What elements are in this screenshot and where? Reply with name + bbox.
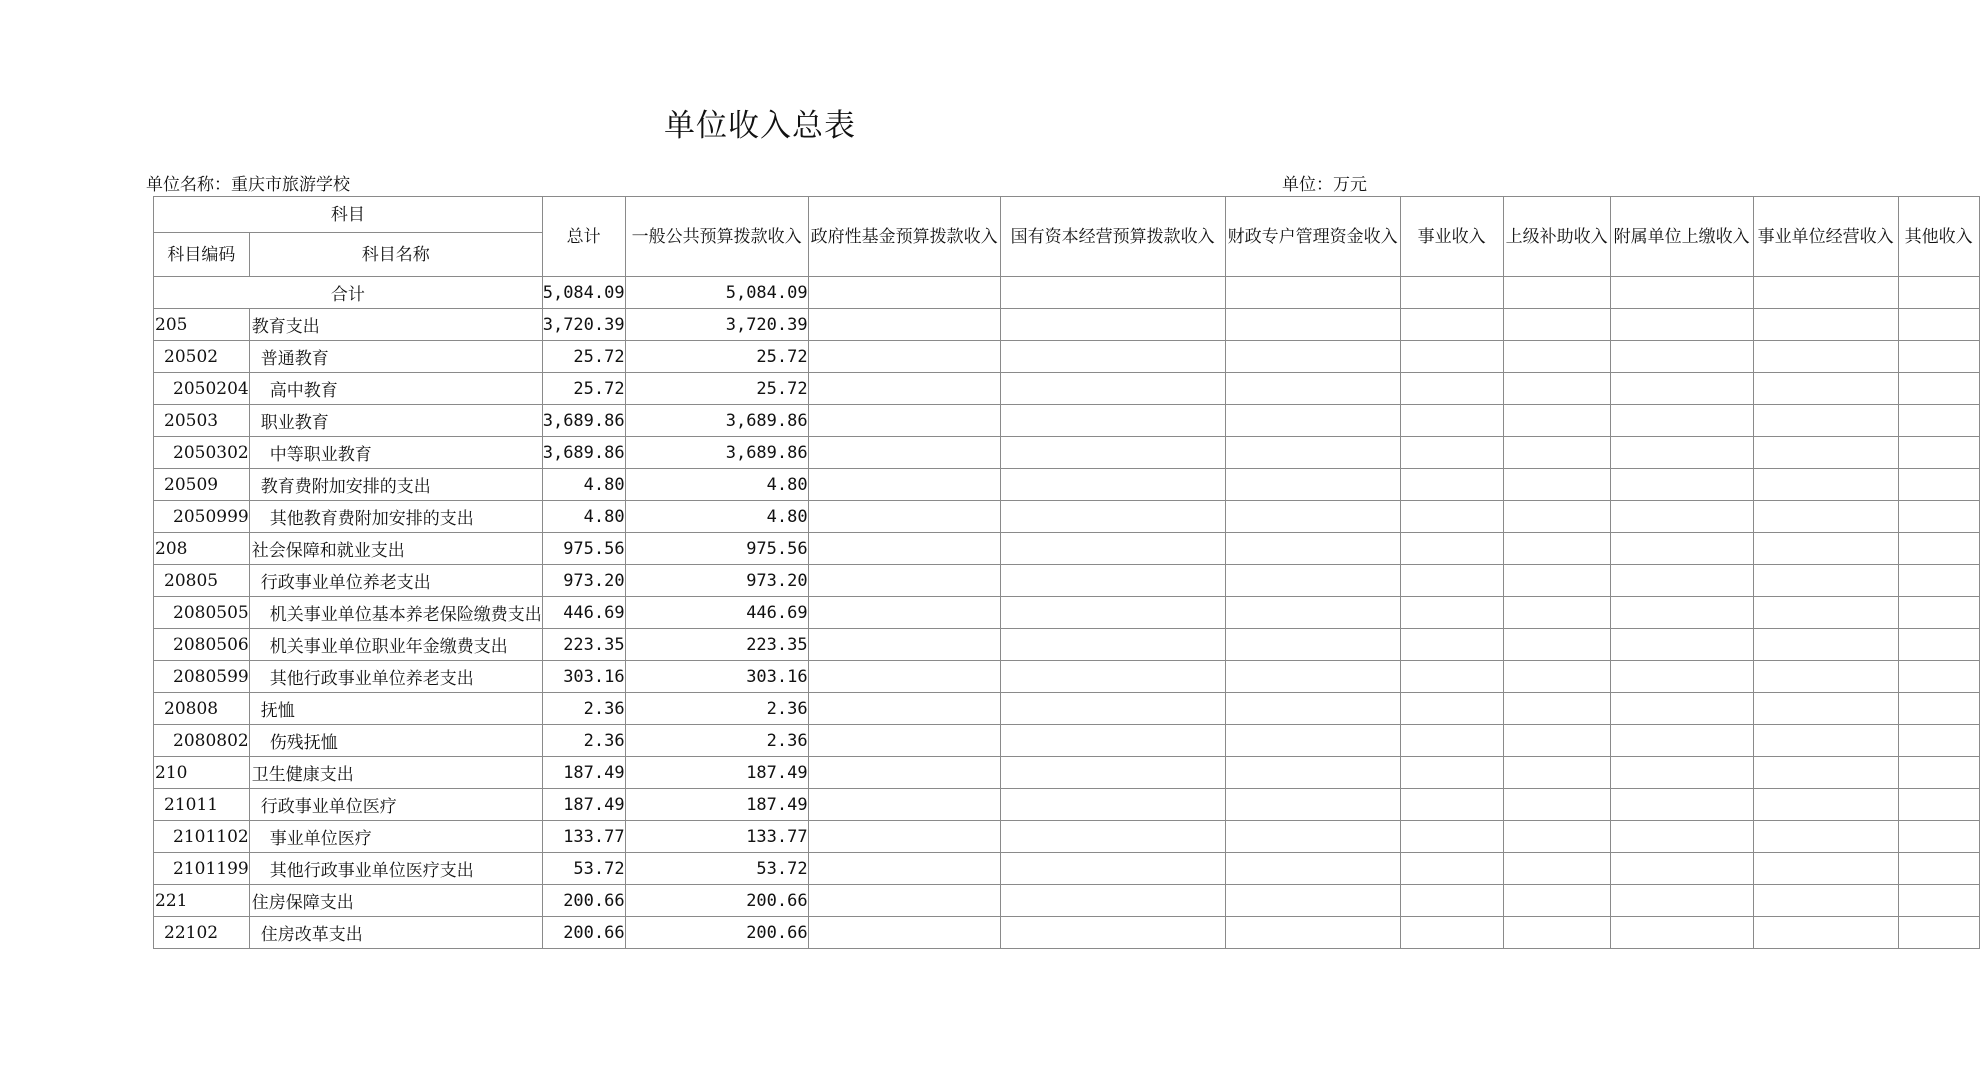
empty-cell [1400, 597, 1503, 629]
total-cell: 133.77 [542, 821, 625, 853]
empty-cell [1610, 757, 1753, 789]
empty-cell [1898, 789, 1979, 821]
empty-cell [1610, 373, 1753, 405]
total-general: 5,084.09 [625, 277, 808, 309]
empty-cell [1503, 917, 1610, 949]
empty-cell [1225, 405, 1400, 437]
subject-code-cell: 20808 [154, 693, 250, 725]
empty-cell [1610, 629, 1753, 661]
header-code: 科目编码 [154, 233, 250, 277]
total-cell: 3,720.39 [542, 309, 625, 341]
table-row [154, 757, 1980, 789]
total-cell: 4.80 [542, 469, 625, 501]
empty-cell [1400, 789, 1503, 821]
empty-cell [1000, 437, 1225, 469]
empty-cell [808, 533, 1000, 565]
subject-name-cell: 普通教育 [249, 341, 542, 373]
empty-cell [1000, 693, 1225, 725]
empty-cell [1753, 917, 1898, 949]
general-budget-cell: 223.35 [625, 629, 808, 661]
empty-cell [1753, 341, 1898, 373]
total-cell: 2.36 [542, 693, 625, 725]
empty-cell [1225, 629, 1400, 661]
empty-cell [1225, 885, 1400, 917]
empty-cell [808, 821, 1000, 853]
empty-cell [1503, 725, 1610, 757]
table-row [154, 629, 1980, 661]
general-budget-cell: 200.66 [625, 917, 808, 949]
header-business-income: 事业收入 [1400, 197, 1503, 277]
subject-code-cell: 22102 [154, 917, 250, 949]
empty-cell [1753, 309, 1898, 341]
empty-cell [1610, 725, 1753, 757]
empty-cell [1503, 853, 1610, 885]
subject-name-cell: 行政事业单位医疗 [249, 789, 542, 821]
empty-cell [1753, 501, 1898, 533]
total-cell: 4.80 [542, 501, 625, 533]
empty-cell [808, 309, 1000, 341]
empty-cell [1503, 469, 1610, 501]
empty-cell [1898, 885, 1979, 917]
empty-cell [1503, 789, 1610, 821]
empty-cell [1898, 917, 1979, 949]
subject-code-cell: 2080506 [154, 629, 250, 661]
table-row [154, 437, 1980, 469]
header-other-income: 其他收入 [1898, 197, 1979, 277]
table-row [154, 725, 1980, 757]
empty-cell [1610, 469, 1753, 501]
header-state-capital: 国有资本经营预算拨款收入 [1000, 197, 1225, 277]
general-budget-cell: 25.72 [625, 341, 808, 373]
empty-cell [808, 565, 1000, 597]
subject-code-cell: 221 [154, 885, 250, 917]
empty-cell [1503, 565, 1610, 597]
subject-name-cell: 其他教育费附加安排的支出 [249, 501, 542, 533]
empty-cell [1898, 469, 1979, 501]
empty-cell [1610, 661, 1753, 693]
table-row [154, 597, 1980, 629]
empty-cell [1225, 597, 1400, 629]
subject-name-cell: 住房保障支出 [249, 885, 542, 917]
empty-cell [808, 661, 1000, 693]
empty-cell [1753, 405, 1898, 437]
general-budget-cell: 3,689.86 [625, 437, 808, 469]
general-budget-cell: 4.80 [625, 469, 808, 501]
table-row [154, 693, 1980, 725]
empty-cell [1225, 757, 1400, 789]
empty-cell [1503, 821, 1610, 853]
subject-code-cell: 2050302 [154, 437, 250, 469]
empty-cell [1610, 917, 1753, 949]
empty-cell [1898, 565, 1979, 597]
empty-cell [1225, 341, 1400, 373]
empty-cell [1000, 309, 1225, 341]
empty-cell [1610, 693, 1753, 725]
subject-name-cell: 事业单位医疗 [249, 821, 542, 853]
subject-name-cell: 住房改革支出 [249, 917, 542, 949]
empty-cell [1400, 725, 1503, 757]
empty-cell [1000, 597, 1225, 629]
empty-cell [1898, 373, 1979, 405]
empty-cell [1610, 405, 1753, 437]
table-row [154, 789, 1980, 821]
table-row [154, 821, 1980, 853]
empty-cell [1225, 373, 1400, 405]
empty-cell [1898, 501, 1979, 533]
total-cell: 25.72 [542, 373, 625, 405]
empty-cell [1400, 405, 1503, 437]
empty-cell [1753, 373, 1898, 405]
empty-cell [1753, 469, 1898, 501]
empty-cell [1898, 597, 1979, 629]
empty-cell [1000, 469, 1225, 501]
empty-cell [1610, 565, 1753, 597]
subject-name-cell: 教育支出 [249, 309, 542, 341]
general-budget-cell: 2.36 [625, 693, 808, 725]
table-row [154, 533, 1980, 565]
empty-cell [808, 597, 1000, 629]
empty-cell [1400, 757, 1503, 789]
empty-cell [1000, 885, 1225, 917]
table-row [154, 469, 1980, 501]
empty-cell [1225, 437, 1400, 469]
total-cell: 3,689.86 [542, 437, 625, 469]
empty-cell [1000, 821, 1225, 853]
general-budget-cell: 4.80 [625, 501, 808, 533]
empty-cell [1225, 853, 1400, 885]
empty-cell [1753, 437, 1898, 469]
subject-code-cell: 20503 [154, 405, 250, 437]
empty-cell [1400, 501, 1503, 533]
empty-cell [1400, 853, 1503, 885]
empty-cell [1753, 789, 1898, 821]
total-cell: 187.49 [542, 789, 625, 821]
empty-cell [1400, 821, 1503, 853]
empty-cell [1610, 533, 1753, 565]
header-general-budget: 一般公共预算拨款收入 [625, 197, 808, 277]
empty-cell [1898, 629, 1979, 661]
subject-name-cell: 抚恤 [249, 693, 542, 725]
subject-name-cell: 教育费附加安排的支出 [249, 469, 542, 501]
subject-code-cell: 2080599 [154, 661, 250, 693]
subject-name-cell: 伤残抚恤 [249, 725, 542, 757]
table-row [154, 309, 1980, 341]
empty-cell [1610, 501, 1753, 533]
general-budget-cell: 200.66 [625, 885, 808, 917]
subject-name-cell: 高中教育 [249, 373, 542, 405]
empty-cell [1753, 821, 1898, 853]
empty-cell [1503, 533, 1610, 565]
subject-name-cell: 卫生健康支出 [249, 757, 542, 789]
empty-cell [1225, 789, 1400, 821]
total-total: 5,084.09 [542, 277, 625, 309]
unit-name-label: 单位名称：重庆市旅游学校 [146, 175, 350, 195]
total-cell: 200.66 [542, 917, 625, 949]
empty-cell [1225, 693, 1400, 725]
empty-cell [1400, 437, 1503, 469]
empty-cell [1225, 469, 1400, 501]
empty-cell [1753, 565, 1898, 597]
empty-cell [1225, 309, 1400, 341]
empty-cell [1610, 437, 1753, 469]
empty-cell [1753, 533, 1898, 565]
empty-cell [1400, 629, 1503, 661]
empty-cell [1225, 533, 1400, 565]
page-title: 单位收入总表 [664, 108, 856, 144]
empty-cell [1000, 725, 1225, 757]
empty-cell [1000, 565, 1225, 597]
general-budget-cell: 446.69 [625, 597, 808, 629]
empty-cell [1753, 885, 1898, 917]
empty-cell [1898, 853, 1979, 885]
empty-cell [1400, 565, 1503, 597]
empty-cell [1400, 661, 1503, 693]
income-summary-table [153, 196, 1980, 949]
subject-name-cell: 其他行政事业单位养老支出 [249, 661, 542, 693]
empty-cell [1898, 757, 1979, 789]
empty-cell [808, 437, 1000, 469]
subject-code-cell: 2080505 [154, 597, 250, 629]
header-total: 总计 [542, 197, 625, 277]
empty-cell [1400, 341, 1503, 373]
total-cell: 973.20 [542, 565, 625, 597]
empty-cell [1000, 629, 1225, 661]
subject-code-cell: 2101102 [154, 821, 250, 853]
total-cell: 975.56 [542, 533, 625, 565]
subject-code-cell: 21011 [154, 789, 250, 821]
subject-code-cell: 208 [154, 533, 250, 565]
subject-code-cell: 20509 [154, 469, 250, 501]
empty-cell [808, 853, 1000, 885]
table-row [154, 565, 1980, 597]
empty-cell [1503, 341, 1610, 373]
empty-cell [1898, 821, 1979, 853]
total-cell: 53.72 [542, 853, 625, 885]
empty-cell [1610, 309, 1753, 341]
empty-cell [808, 629, 1000, 661]
subject-name-cell: 中等职业教育 [249, 437, 542, 469]
empty-cell [1225, 565, 1400, 597]
table-row [154, 341, 1980, 373]
subject-name-cell: 职业教育 [249, 405, 542, 437]
header-subject: 科目 [154, 197, 543, 233]
total-cell: 303.16 [542, 661, 625, 693]
empty-cell [1000, 853, 1225, 885]
general-budget-cell: 975.56 [625, 533, 808, 565]
empty-cell [808, 725, 1000, 757]
empty-cell [1000, 405, 1225, 437]
total-cell: 25.72 [542, 341, 625, 373]
total-cell: 446.69 [542, 597, 625, 629]
empty-cell [1753, 853, 1898, 885]
empty-cell [1753, 757, 1898, 789]
empty-cell [808, 469, 1000, 501]
empty-cell [1000, 501, 1225, 533]
empty-cell [1000, 533, 1225, 565]
empty-cell [1503, 405, 1610, 437]
total-cell: 2.36 [542, 725, 625, 757]
empty-cell [1610, 341, 1753, 373]
general-budget-cell: 25.72 [625, 373, 808, 405]
empty-cell [1000, 917, 1225, 949]
empty-cell [808, 405, 1000, 437]
table-row [154, 661, 1980, 693]
empty-cell [1000, 341, 1225, 373]
subject-code-cell: 20502 [154, 341, 250, 373]
empty-cell [1503, 661, 1610, 693]
empty-cell [1503, 757, 1610, 789]
empty-cell [1753, 725, 1898, 757]
empty-cell [1898, 693, 1979, 725]
total-row [154, 277, 1980, 309]
empty-cell [1610, 789, 1753, 821]
empty-cell [1225, 821, 1400, 853]
empty-cell [1400, 309, 1503, 341]
empty-cell [1898, 533, 1979, 565]
empty-cell [1225, 725, 1400, 757]
empty-cell [1400, 373, 1503, 405]
table-row [154, 917, 1980, 949]
empty-cell [1225, 661, 1400, 693]
header-name: 科目名称 [249, 233, 542, 277]
empty-cell [1898, 405, 1979, 437]
general-budget-cell: 973.20 [625, 565, 808, 597]
subject-name-cell: 机关事业单位基本养老保险缴费支出 [249, 597, 542, 629]
empty-cell [1503, 501, 1610, 533]
empty-cell [1610, 597, 1753, 629]
empty-cell [1400, 533, 1503, 565]
empty-cell [808, 757, 1000, 789]
subject-code-cell: 210 [154, 757, 250, 789]
table-row [154, 405, 1980, 437]
total-cell: 223.35 [542, 629, 625, 661]
empty-cell [1898, 725, 1979, 757]
empty-cell [1000, 373, 1225, 405]
total-cell: 3,689.86 [542, 405, 625, 437]
empty-cell [1503, 885, 1610, 917]
total-label: 合计 [154, 277, 543, 309]
general-budget-cell: 187.49 [625, 757, 808, 789]
subject-code-cell: 2101199 [154, 853, 250, 885]
empty-cell [1503, 309, 1610, 341]
subject-code-cell: 2050999 [154, 501, 250, 533]
header-gov-fund: 政府性基金预算拨款收入 [808, 197, 1000, 277]
empty-cell [1610, 821, 1753, 853]
empty-cell [1753, 629, 1898, 661]
empty-cell [1400, 885, 1503, 917]
empty-cell [1503, 597, 1610, 629]
empty-cell [1000, 661, 1225, 693]
empty-cell [1400, 917, 1503, 949]
empty-cell [808, 341, 1000, 373]
general-budget-cell: 53.72 [625, 853, 808, 885]
empty-cell [1503, 629, 1610, 661]
header-operating-income: 事业单位经营收入 [1753, 197, 1898, 277]
subject-name-cell: 社会保障和就业支出 [249, 533, 542, 565]
subject-code-cell: 20805 [154, 565, 250, 597]
header-special-account: 财政专户管理资金收入 [1225, 197, 1400, 277]
empty-cell [1753, 597, 1898, 629]
empty-cell [1898, 661, 1979, 693]
table-row [154, 853, 1980, 885]
table-row [154, 373, 1980, 405]
subject-code-cell: 2050204 [154, 373, 250, 405]
general-budget-cell: 3,720.39 [625, 309, 808, 341]
empty-cell [1503, 373, 1610, 405]
empty-cell [1400, 469, 1503, 501]
empty-cell [808, 789, 1000, 821]
empty-cell [1753, 661, 1898, 693]
subject-code-cell: 205 [154, 309, 250, 341]
table-row [154, 885, 1980, 917]
empty-cell [1225, 501, 1400, 533]
total-cell: 200.66 [542, 885, 625, 917]
general-budget-cell: 2.36 [625, 725, 808, 757]
empty-cell [808, 885, 1000, 917]
empty-cell [1400, 693, 1503, 725]
unit-label: 单位：万元 [1282, 175, 1367, 195]
empty-cell [1610, 885, 1753, 917]
empty-cell [1503, 437, 1610, 469]
header-affiliated-income: 附属单位上缴收入 [1610, 197, 1753, 277]
table-row [154, 501, 1980, 533]
total-cell: 187.49 [542, 757, 625, 789]
empty-cell [1898, 341, 1979, 373]
empty-cell [808, 917, 1000, 949]
empty-cell [1225, 917, 1400, 949]
subject-name-cell: 行政事业单位养老支出 [249, 565, 542, 597]
general-budget-cell: 303.16 [625, 661, 808, 693]
general-budget-cell: 3,689.86 [625, 405, 808, 437]
empty-cell [1000, 757, 1225, 789]
empty-cell [1898, 309, 1979, 341]
general-budget-cell: 187.49 [625, 789, 808, 821]
empty-cell [1503, 693, 1610, 725]
empty-cell [808, 501, 1000, 533]
empty-cell [1610, 853, 1753, 885]
subject-name-cell: 其他行政事业单位医疗支出 [249, 853, 542, 885]
subject-code-cell: 2080802 [154, 725, 250, 757]
header-subsidy-income: 上级补助收入 [1503, 197, 1610, 277]
empty-cell [1753, 693, 1898, 725]
subject-name-cell: 机关事业单位职业年金缴费支出 [249, 629, 542, 661]
general-budget-cell: 133.77 [625, 821, 808, 853]
empty-cell [1898, 437, 1979, 469]
empty-cell [1000, 789, 1225, 821]
empty-cell [808, 693, 1000, 725]
empty-cell [808, 373, 1000, 405]
